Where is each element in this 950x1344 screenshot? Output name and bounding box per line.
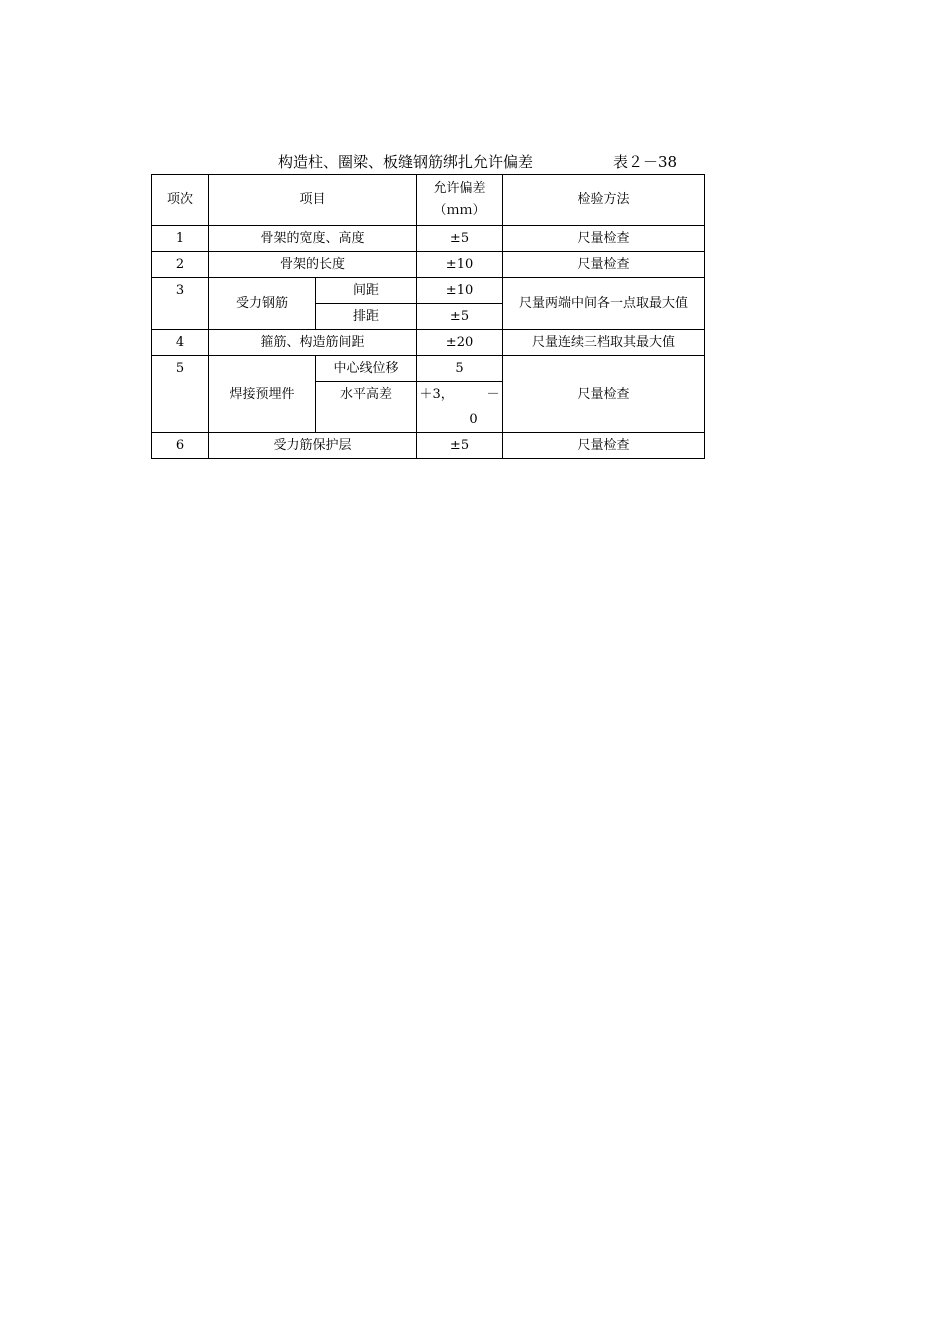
table-row <box>152 278 705 304</box>
row-seq: 4 <box>152 330 209 356</box>
row-tolerance: ±5 <box>417 304 503 330</box>
row-method: 尺量检查 <box>503 433 705 459</box>
tolerance-line1 <box>417 382 502 407</box>
row-method: 尺量检查 <box>503 252 705 278</box>
row-subitem: 水平高差 <box>316 382 417 433</box>
header-item: 项目 <box>209 175 417 226</box>
row-tolerance: ±10 <box>417 252 503 278</box>
row-item: 骨架的宽度、高度 <box>209 226 417 252</box>
row-method: 尺量连续三档取其最大值 <box>503 330 705 356</box>
row-tolerance: 5 <box>417 356 503 382</box>
row-tolerance: ±5 <box>417 433 503 459</box>
header-seq: 项次 <box>152 175 209 226</box>
tolerance-minus: － <box>486 387 500 402</box>
row-subitem: 间距 <box>316 278 417 304</box>
table-row <box>152 433 705 459</box>
row-item: 骨架的长度 <box>209 252 417 278</box>
row-subitem: 排距 <box>316 304 417 330</box>
row-seq: 5 <box>152 356 209 433</box>
table-header-row <box>152 175 705 226</box>
row-item: 受力钢筋 <box>209 278 316 330</box>
tolerance-table <box>151 174 705 459</box>
row-method: 尺量两端中间各一点取最大值 <box>503 278 705 330</box>
row-tolerance <box>417 382 503 433</box>
row-tolerance: ±10 <box>417 278 503 304</box>
row-tolerance: ±5 <box>417 226 503 252</box>
row-subitem: 中心线位移 <box>316 356 417 382</box>
table-row <box>152 226 705 252</box>
table-caption <box>151 152 704 172</box>
row-seq: 2 <box>152 252 209 278</box>
row-item: 箍筋、构造筋间距 <box>209 330 417 356</box>
header-tolerance-line2: （ｍｍ） <box>433 203 486 218</box>
table-number: 表２－38 <box>613 153 678 171</box>
row-seq: 1 <box>152 226 209 252</box>
row-item: 焊接预埋件 <box>209 356 316 433</box>
row-seq: 6 <box>152 433 209 459</box>
tolerance-plus: ＋3， <box>419 387 454 402</box>
row-seq: 3 <box>152 278 209 330</box>
header-tolerance-line1: 允许偏差 <box>433 181 486 196</box>
row-method: 尺量检查 <box>503 226 705 252</box>
table-row <box>152 330 705 356</box>
row-tolerance: ±20 <box>417 330 503 356</box>
table-title: 构造柱、圈梁、板缝钢筋绑扎允许偏差 <box>278 153 534 171</box>
header-method: 检验方法 <box>503 175 705 226</box>
tolerance-zero: 0 <box>469 412 478 427</box>
table-row <box>152 252 705 278</box>
header-tolerance <box>417 175 503 226</box>
row-method: 尺量检查 <box>503 356 705 433</box>
row-item: 受力筋保护层 <box>209 433 417 459</box>
table-row <box>152 356 705 382</box>
